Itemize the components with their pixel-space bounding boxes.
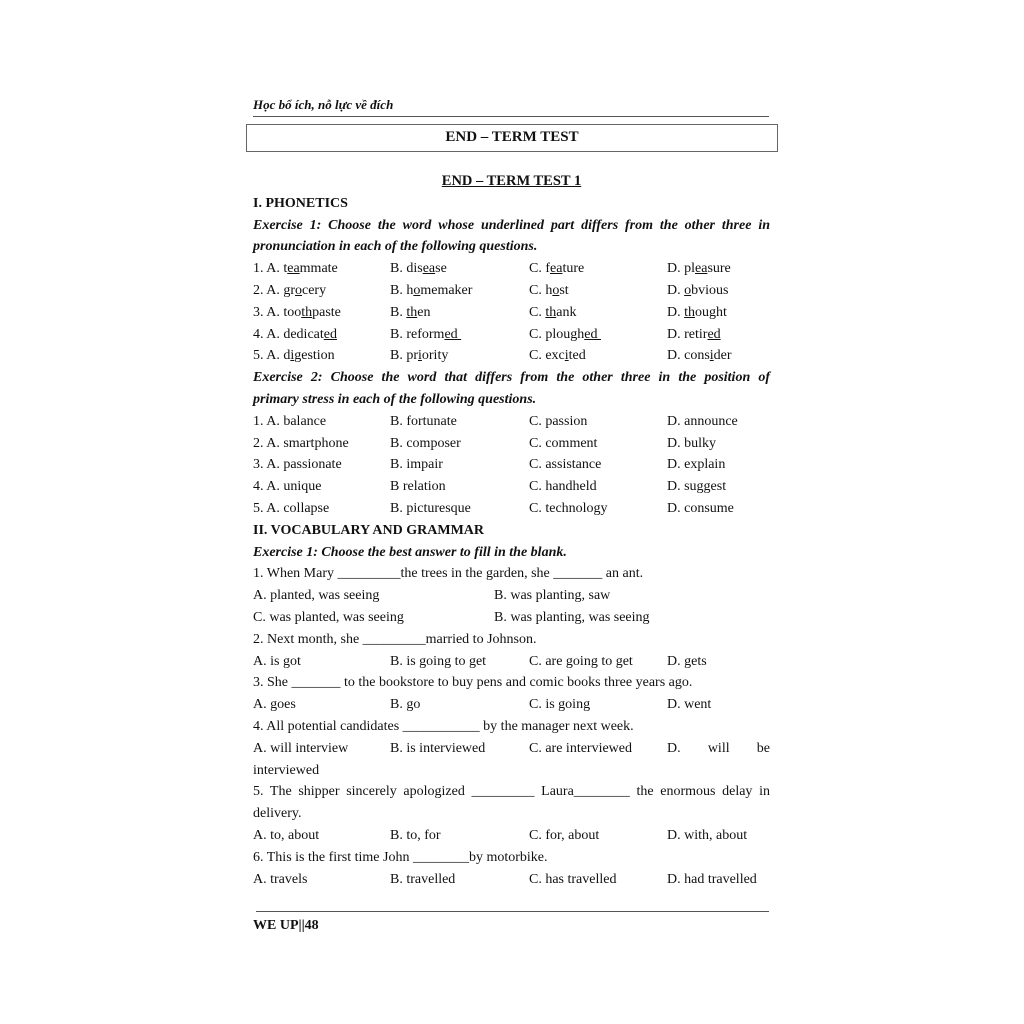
underlined-part: ed [707, 326, 721, 342]
option: A. goes [253, 697, 296, 713]
option: C. handheld [529, 479, 597, 495]
question-1: 1. When Mary _________the trees in the garden, she _______ an ant. [253, 566, 644, 582]
footer-page: WE UP||48 [253, 918, 319, 933]
question-2-options [253, 651, 770, 673]
footer-divider [256, 911, 769, 912]
option: D. consider [667, 348, 732, 364]
option: D. suggest [667, 479, 727, 495]
option: A. travels [253, 871, 308, 887]
option: 5. A. collapse [253, 500, 330, 516]
underlined-part: i [564, 348, 569, 364]
option-d [667, 738, 770, 760]
question-1-options [253, 607, 770, 629]
underlined-part: i [290, 348, 295, 364]
option: 1. A. balance [253, 413, 327, 429]
question-1-options [253, 585, 770, 607]
section-title-box: END – TERM TEST [246, 124, 778, 152]
option: B. picturesque [390, 500, 471, 516]
option: C. has travelled [529, 871, 617, 887]
ex1-instruction: Exercise 1: Choose the word whose underlined part differs from the other three in [253, 217, 770, 233]
option: 4. A. dedicated [253, 326, 337, 342]
option: 2. A. grocery [253, 282, 327, 298]
ex1-instruction-cont: pronunciation in each of the following questions. [253, 239, 538, 255]
underlined-part: ea [422, 261, 436, 277]
option: D. announce [667, 413, 738, 429]
option-d-word: be [756, 740, 770, 756]
option: B. then [390, 304, 431, 320]
option: D. went [667, 697, 712, 713]
option: C. feature [529, 261, 585, 277]
option: C. assistance [529, 457, 602, 473]
underlined-part: o [684, 282, 692, 298]
option: B. reformed [390, 326, 462, 342]
ex2-instruction: Exercise 2: Choose the word that differs from the other three in the position of [253, 370, 770, 386]
vocab-heading: II. VOCABULARY AND GRAMMAR [253, 522, 485, 538]
option: C. passion [529, 413, 588, 429]
option: D. obvious [667, 282, 729, 298]
underlined-part: o [552, 282, 560, 298]
underlined-part: i [418, 348, 422, 364]
ex2-question-2 [253, 433, 770, 455]
option: D. thought [667, 304, 727, 320]
option: B. was planting, saw [494, 588, 611, 604]
ex1-question-4 [253, 324, 770, 346]
option-d-label: D. [667, 740, 681, 756]
option: 2. A. smartphone [253, 435, 349, 451]
question-5: 5. The shipper sincerely apologized _________ Laura________ the enormous delay in [253, 784, 770, 800]
question-3: 3. She _______ to the bookstore to buy pens and comic books three years ago. [253, 675, 693, 691]
option: C. are going to get [529, 653, 633, 669]
test-title: END – TERM TEST 1 [441, 173, 582, 189]
option: B. is going to get [390, 653, 487, 669]
underlined-part: ed [584, 326, 601, 342]
option: D. explain [667, 457, 726, 473]
option: 4. A. unique [253, 479, 322, 495]
underlined-part: i [709, 348, 714, 364]
option: D. pleasure [667, 261, 731, 277]
underlined-part: ed [444, 326, 462, 342]
header-slogan: Học bổ ích, nỗ lực về đích [253, 97, 394, 112]
ex1-question-3 [253, 302, 770, 324]
vocab-instruction: Exercise 1: Choose the best answer to fill in the blank. [253, 544, 567, 560]
option: B relation [390, 479, 446, 495]
option: D. bulky [667, 435, 716, 451]
underlined-part: o [295, 282, 302, 298]
option: B. composer [390, 435, 461, 451]
option: A. is got [253, 653, 301, 669]
option: B. to, for [390, 827, 441, 843]
question-4-options [253, 738, 770, 760]
option: 3. A. passionate [253, 457, 342, 473]
phonetics-heading: I. PHONETICS [253, 195, 348, 211]
option: B. go [390, 697, 421, 713]
option: B. priority [390, 348, 449, 364]
question-5-options [253, 825, 770, 847]
option: D. with, about [667, 827, 748, 843]
option: A. will interview [253, 740, 349, 756]
ex2-question-4 [253, 476, 770, 498]
option: C. thank [529, 304, 577, 320]
option: B. is interviewed [390, 740, 486, 756]
ex1-question-1 [253, 258, 770, 280]
question-6-options [253, 869, 770, 891]
option: 1. A. teammate [253, 261, 338, 277]
option: B. disease [390, 261, 447, 277]
option: D. had travelled [667, 871, 757, 887]
question-4-option-cont: interviewed [253, 762, 320, 778]
underlined-part: th [301, 304, 313, 320]
option: C. host [529, 282, 569, 298]
option: C. for, about [529, 827, 600, 843]
option: C. technology [529, 500, 608, 516]
option: C. was planted, was seeing [253, 609, 404, 625]
question-5-cont: delivery. [253, 806, 302, 822]
option: C. ploughed [529, 326, 601, 342]
option: D. retired [667, 326, 721, 342]
underlined-part: ea [550, 261, 563, 277]
question-2: 2. Next month, she _________married to Johnson. [253, 631, 537, 647]
option: C. excited [529, 348, 586, 364]
underlined-part: ea [287, 261, 300, 277]
ex1-question-5 [253, 345, 770, 367]
ex2-question-5 [253, 498, 770, 520]
option: 5. A. digestion [253, 348, 335, 364]
header-divider [253, 116, 769, 117]
question-4: 4. All potential candidates ___________ by the manager next week. [253, 718, 634, 734]
underlined-part: th [406, 304, 418, 320]
option: B. travelled [390, 871, 456, 887]
ex2-question-3 [253, 454, 770, 476]
option-d-word: will [707, 740, 730, 756]
option: C. comment [529, 435, 598, 451]
underlined-part: ea [695, 261, 708, 277]
option: B. was planting, was seeing [494, 609, 650, 625]
ex2-question-1 [253, 411, 770, 433]
question-6: 6. This is the first time John ________by motorbike. [253, 849, 548, 865]
option: 3. A. toothpaste [253, 304, 341, 320]
option: C. are interviewed [529, 740, 633, 756]
option: A. to, about [253, 827, 320, 843]
underlined-part: o [413, 282, 421, 298]
option: B. homemaker [390, 282, 473, 298]
option: B. impair [390, 457, 443, 473]
option: A. planted, was seeing [253, 588, 380, 604]
underlined-part: th [545, 304, 557, 320]
option: C. is going [529, 697, 591, 713]
document-body [253, 171, 770, 890]
ex2-instruction-cont: primary stress in each of the following questions. [253, 391, 537, 407]
option: D. consume [667, 500, 734, 516]
underlined-part: ed [323, 326, 337, 342]
underlined-part: th [684, 304, 696, 320]
option: D. gets [667, 653, 707, 669]
question-3-options [253, 694, 770, 716]
ex1-question-2 [253, 280, 770, 302]
option: B. fortunate [390, 413, 457, 429]
